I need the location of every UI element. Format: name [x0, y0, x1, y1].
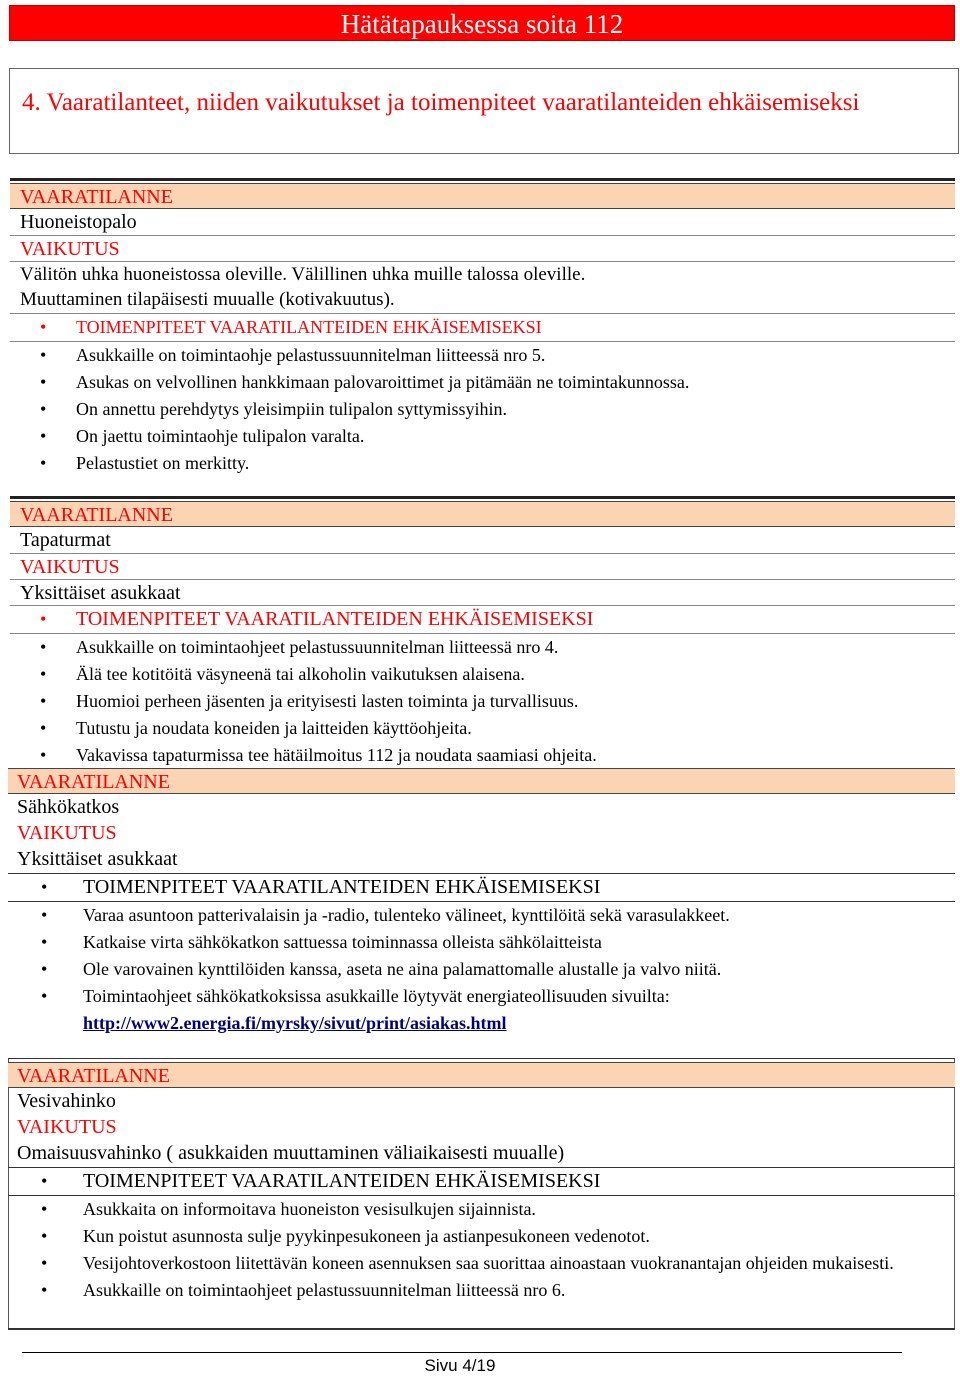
table-divider	[8, 1058, 955, 1059]
hazard-name: Vesivahinko	[17, 1090, 116, 1112]
hazard-name: Huoneistopalo	[20, 211, 137, 233]
effect-line: Muuttaminen tilapäisesti muualle (kotivakuutus).	[20, 289, 395, 310]
hazard-name: Tapaturmat	[20, 529, 111, 551]
measure-item	[8, 983, 955, 1037]
effect-label: VAIKUTUS	[10, 553, 955, 579]
hazard-block-water-damage	[8, 1060, 955, 1328]
effect-line: Omaisuusvahinko ( asukkaiden muuttaminen väliaikaisesti muualle)	[17, 1142, 565, 1164]
hazard-block-fire	[10, 178, 955, 496]
energy-info-link[interactable]: http://www2.energia.fi/myrsky/sivut/print/asiakas.html	[83, 1013, 507, 1033]
measures-list	[10, 605, 955, 769]
measures-label: • TOIMENPITEET VAARATILANTEIDEN EHKÄISEMISEKSI	[10, 605, 955, 633]
measure-item: • Huomioi perheen jäsenten ja erityisesti lasten toiminta ja turvallisuus.	[10, 688, 955, 715]
measure-item: • Vakavissa tapaturmissa tee hätäilmoitus 112 ja noudata saamiasi ohjeita.	[10, 742, 955, 769]
effect-label: VAIKUTUS	[17, 822, 117, 844]
measure-item: • Varaa asuntoon patterivalaisin ja -radio, tulenteko välineet, kynttilöitä sekä varasulakkeet.	[8, 901, 955, 929]
hazard-label: VAARATILANNE	[10, 183, 955, 209]
hazard-label: VAARATILANNE	[10, 501, 955, 527]
hazard-name: Sähkökatkos	[17, 796, 120, 818]
hazard-block-power-outage	[8, 766, 955, 1058]
measure-item: • Asukkaille on toimintaohje pelastussuunnitelman liitteessä nro 5.	[10, 341, 955, 369]
measure-item: • Ole varovainen kynttilöiden kanssa, aseta ne aina palamattomalle alustalle ja valvo niitä.	[8, 956, 955, 983]
section-heading-box	[9, 68, 959, 154]
measures-label: • TOIMENPITEET VAARATILANTEIDEN EHKÄISEMISEKSI	[8, 1167, 955, 1195]
footer-rule	[22, 1352, 902, 1353]
effect-line: Yksittäiset asukkaat	[17, 848, 178, 870]
section-heading: 4. Vaaratilanteet, niiden vaikutukset ja toimenpiteet vaaratilanteiden ehkäisemiseksi	[22, 89, 860, 116]
measure-item: • On jaettu toimintaohje tulipalon varalta.	[10, 423, 955, 450]
effect-label: VAIKUTUS	[10, 235, 955, 261]
measures-label: • TOIMENPITEET VAARATILANTEIDEN EHKÄISEMISEKSI	[8, 873, 955, 901]
measure-item: • Kun poistut asunnosta sulje pyykinpesukoneen ja astianpesukoneen vedenotot.	[8, 1223, 955, 1250]
effect-line: Välitön uhka huoneistossa oleville. Välillinen uhka muille talossa oleville.	[10, 261, 955, 287]
measures-list	[8, 873, 955, 1037]
hazard-label: VAARATILANNE	[8, 1062, 955, 1088]
effect-line: Yksittäiset asukkaat	[10, 579, 955, 605]
measure-item: • Katkaise virta sähkökatkon sattuessa toiminnassa olleista sähkölaitteista	[8, 929, 955, 956]
page-number: Sivu 4/19	[424, 1356, 496, 1375]
effect-label: VAIKUTUS	[17, 1116, 117, 1138]
measure-item: • Tutustu ja noudata koneiden ja laitteiden käyttöohjeita.	[10, 715, 955, 742]
hazard-block-accidents	[10, 496, 955, 766]
measure-item: • Asukkaille on toimintaohjeet pelastussuunnitelman liitteessä nro 4.	[10, 633, 955, 661]
table-bottom-border	[8, 1328, 955, 1330]
measures-list	[8, 1167, 955, 1304]
hazard-label: VAARATILANNE	[8, 768, 955, 794]
measure-item: • Asukas on velvollinen hankkimaan palovaroittimet ja pitämään ne toimintakunnossa.	[10, 369, 955, 396]
measure-item: • Älä tee kotitöitä väsyneenä tai alkoholin vaikutuksen alaisena.	[10, 661, 955, 688]
emergency-banner: Hätätapauksessa soita 112	[9, 5, 955, 41]
measure-item: • Asukkaita on informoitava huoneiston vesisulkujen sijainnista.	[8, 1195, 955, 1223]
measure-item-text: Toimintaohjeet sähkökatkoksissa asukkaille löytyvät energiateollisuuden sivuilta:	[83, 986, 670, 1006]
measures-label: • TOIMENPITEET VAARATILANTEIDEN EHKÄISEMISEKSI	[10, 313, 955, 341]
measures-list	[10, 313, 955, 477]
measure-item: • Pelastustiet on merkitty.	[10, 450, 955, 477]
measure-item: • On annettu perehdytys yleisimpiin tulipalon syttymissyihin.	[10, 396, 955, 423]
measure-item: • Asukkaille on toimintaohjeet pelastussuunnitelman liitteessä nro 6.	[8, 1277, 955, 1304]
measure-item: • Vesijohtoverkostoon liitettävän koneen asennuksen saa suorittaa ainoastaan vuokranantajan ohjeiden mukaisesti.	[8, 1250, 955, 1277]
